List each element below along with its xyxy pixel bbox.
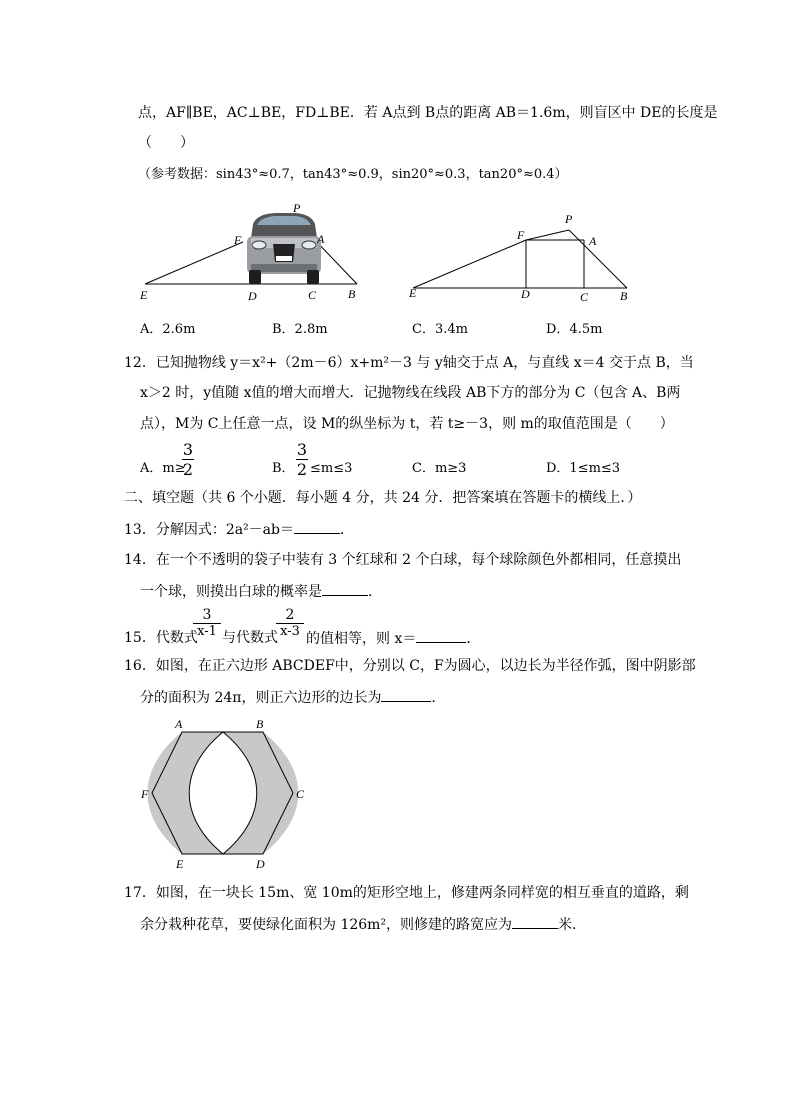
q12-option-c: C．m≥3 <box>412 461 467 476</box>
q11-option-c: C．3.4m <box>412 322 468 337</box>
fig1-label-B: B <box>348 287 356 301</box>
hex-label-A: A <box>175 717 183 731</box>
hex-label-B: B <box>256 717 264 731</box>
q11-car-figure <box>135 198 370 308</box>
q16-answer-blank[interactable] <box>381 687 431 702</box>
fig2-label-D: D <box>521 287 530 301</box>
q14-end: ． <box>368 584 382 600</box>
q15-prefix: 15．代数式 <box>124 630 198 646</box>
q15-suffix: 的值相等，则 x＝ <box>306 631 417 647</box>
fig2-label-C: C <box>580 290 589 304</box>
q15-mid: 与代数式 <box>222 630 278 646</box>
q15-numerator-1: 3 <box>202 607 212 623</box>
q12-text-line3: 点），M为 C上任意一点，设 M的纵坐标为 t，若 t≥－3，则 m的取值范围是（ ） <box>140 416 674 432</box>
q17-end: 米． <box>558 917 587 933</box>
q13-text: 13．分解因式：2a²－ab＝ <box>124 522 294 538</box>
q12-option-b-denominator: 2 <box>296 460 308 479</box>
q17-line2 <box>140 914 586 935</box>
q12-text-line2: x＞2 时，y值随 x值的增大而增大．记抛物线在线段 AB下方的部分为 C（包含 A、B两 <box>140 385 681 401</box>
q12-text-line1: 12．已知抛物线 y＝x²+（2m－6）x+m²－3 与 y轴交于点 A，与直线 x＝4 交于点 B，当 <box>124 355 694 371</box>
hex-label-E: E <box>176 857 184 871</box>
q14-text-line1: 14．在一个不透明的袋子中装有 3 个红球和 2 个白球，每个球除颜色外都相同，任意摸出 <box>124 552 682 568</box>
q16-text-line1: 16．如图，在正六边形 ABCDEF中，分别以 C，F为圆心，以边长为半径作弧，图中阴影部 <box>124 658 696 674</box>
fig2-label-P: P <box>565 212 573 226</box>
fig1-label-E: E <box>140 288 148 302</box>
fig1-label-F: F <box>234 233 242 247</box>
fig1-label-C: C <box>308 288 317 302</box>
q17-text-line2: 余分栽种花草，要使绿化面积为 126m²，则修建的路宽应为 <box>140 917 513 933</box>
q16-end: ． <box>431 690 446 706</box>
q15-denominator-1: x-1 <box>193 623 221 639</box>
section-2-heading: 二、填空题（共 6 个小题．每小题 4 分，共 24 分．把答案填在答题卡的横线上．） <box>124 490 642 506</box>
q16-text-line2: 分的面积为 24π，则正六边形的边长为 <box>140 690 382 706</box>
q11-option-d: D．4.5m <box>546 322 603 337</box>
hex-label-F: F <box>141 787 149 801</box>
q12-option-b-prefix: B． <box>272 461 295 476</box>
q12-option-a-denominator: 2 <box>182 460 194 479</box>
q15-numerator-2: 2 <box>285 607 295 623</box>
q11-text-line1: 点，AF∥BE，AC⊥BE，FD⊥BE．若 A点到 B点的距离 AB＝1.6m，则盲区中 DE的长度是 <box>138 105 718 121</box>
q11-option-a: A．2.6m <box>140 322 196 337</box>
q13-answer-blank[interactable] <box>294 519 340 534</box>
q15-answer-blank[interactable] <box>416 628 466 643</box>
q15-answer-line <box>306 628 480 649</box>
q16-hexagon-figure <box>138 713 313 873</box>
q12-option-a-fraction <box>182 440 194 479</box>
q12-option-b-suffix: ≤m≤3 <box>310 461 353 476</box>
q12-option-b-numerator: 3 <box>296 440 308 459</box>
q14-answer-blank[interactable] <box>322 581 368 596</box>
q11-option-b: B．2.8m <box>272 322 328 337</box>
car-image <box>247 213 321 284</box>
q12-option-a-prefix: A．m≥ <box>140 461 186 476</box>
q17-answer-blank[interactable] <box>512 914 558 929</box>
q14-text-line2: 一个球，则摸出白球的概率是 <box>140 584 322 600</box>
fig2-label-A: A <box>589 234 597 248</box>
q13-line <box>124 519 354 540</box>
q17-text-line1: 17．如图，在一块长 15m、宽 10m的矩形空地上，修建两条同样宽的相互垂直的道路，剩 <box>124 885 689 901</box>
q12-option-d: D．1≤m≤3 <box>546 461 621 476</box>
fig2-label-E: E <box>409 286 417 300</box>
q15-fraction-2 <box>276 607 304 639</box>
q13-end: ． <box>340 522 354 538</box>
fig1-label-P: P <box>293 201 301 215</box>
q14-line2 <box>140 581 382 602</box>
q11-geometry-figure <box>405 205 640 310</box>
fig2-label-F: F <box>517 228 525 242</box>
q12-option-a-numerator: 3 <box>182 440 194 459</box>
hex-label-D: D <box>256 857 265 871</box>
q11-answer-parens: （ ） <box>138 135 194 151</box>
q11-reference-data: （参考数据：sin43°≈0.7，tan43°≈0.9，sin20°≈0.3，tan20°≈0.4） <box>138 167 568 182</box>
q15-end: ． <box>466 631 481 647</box>
fig1-label-D: D <box>248 289 257 303</box>
q15-denominator-2: x-3 <box>276 623 304 639</box>
fig1-label-A: A <box>317 232 325 246</box>
q16-line2 <box>140 687 445 708</box>
q12-option-b-fraction <box>296 440 308 479</box>
hex-label-C: C <box>296 787 305 801</box>
fig2-label-B: B <box>620 289 628 303</box>
